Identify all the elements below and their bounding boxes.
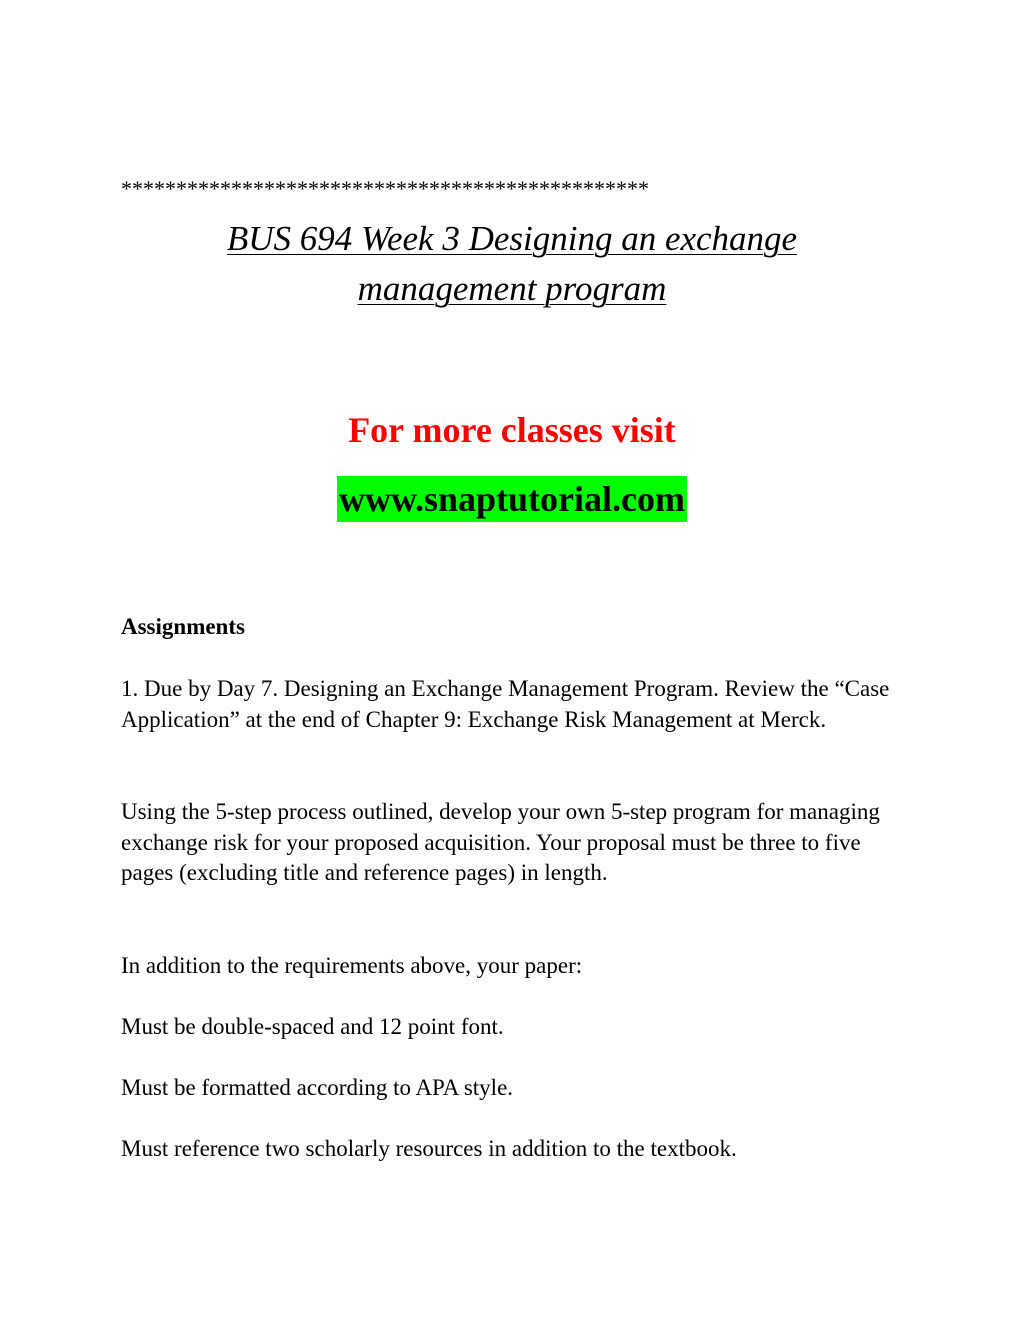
paragraph-requirement-apa: Must be formatted according to APA style. — [121, 1075, 514, 1100]
paragraph-due-date: 1. Due by Day 7. Designing an Exchange Management Program. Review the “Case Application” at the end of Chapter 9: Exchange Risk Management at Merck. — [121, 676, 890, 732]
title-line-2: management program — [357, 269, 667, 308]
page-title — [0, 214, 1024, 314]
promo-text: For more classes visit — [348, 410, 676, 450]
paragraph-instructions: Using the 5-step process outlined, develop your own 5-step program for managing exchange risk for your proposed acquisition. Your proposal must be three to five pages (excluding title and reference pages) in length. — [121, 799, 880, 885]
promo-link[interactable]: www.snaptutorial.com — [337, 476, 687, 522]
separator-line: ************************************************ — [121, 176, 649, 201]
paragraph-requirements-intro: In addition to the requirements above, your paper: — [121, 953, 583, 978]
paragraph-requirement-references: Must reference two scholarly resources in addition to the textbook. — [121, 1136, 737, 1161]
title-line-1: BUS 694 Week 3 Designing an exchange — [226, 219, 798, 258]
paragraph-requirement-spacing: Must be double-spaced and 12 point font. — [121, 1014, 504, 1039]
section-heading: Assignments — [121, 614, 245, 639]
promo-link-container — [0, 476, 1024, 522]
